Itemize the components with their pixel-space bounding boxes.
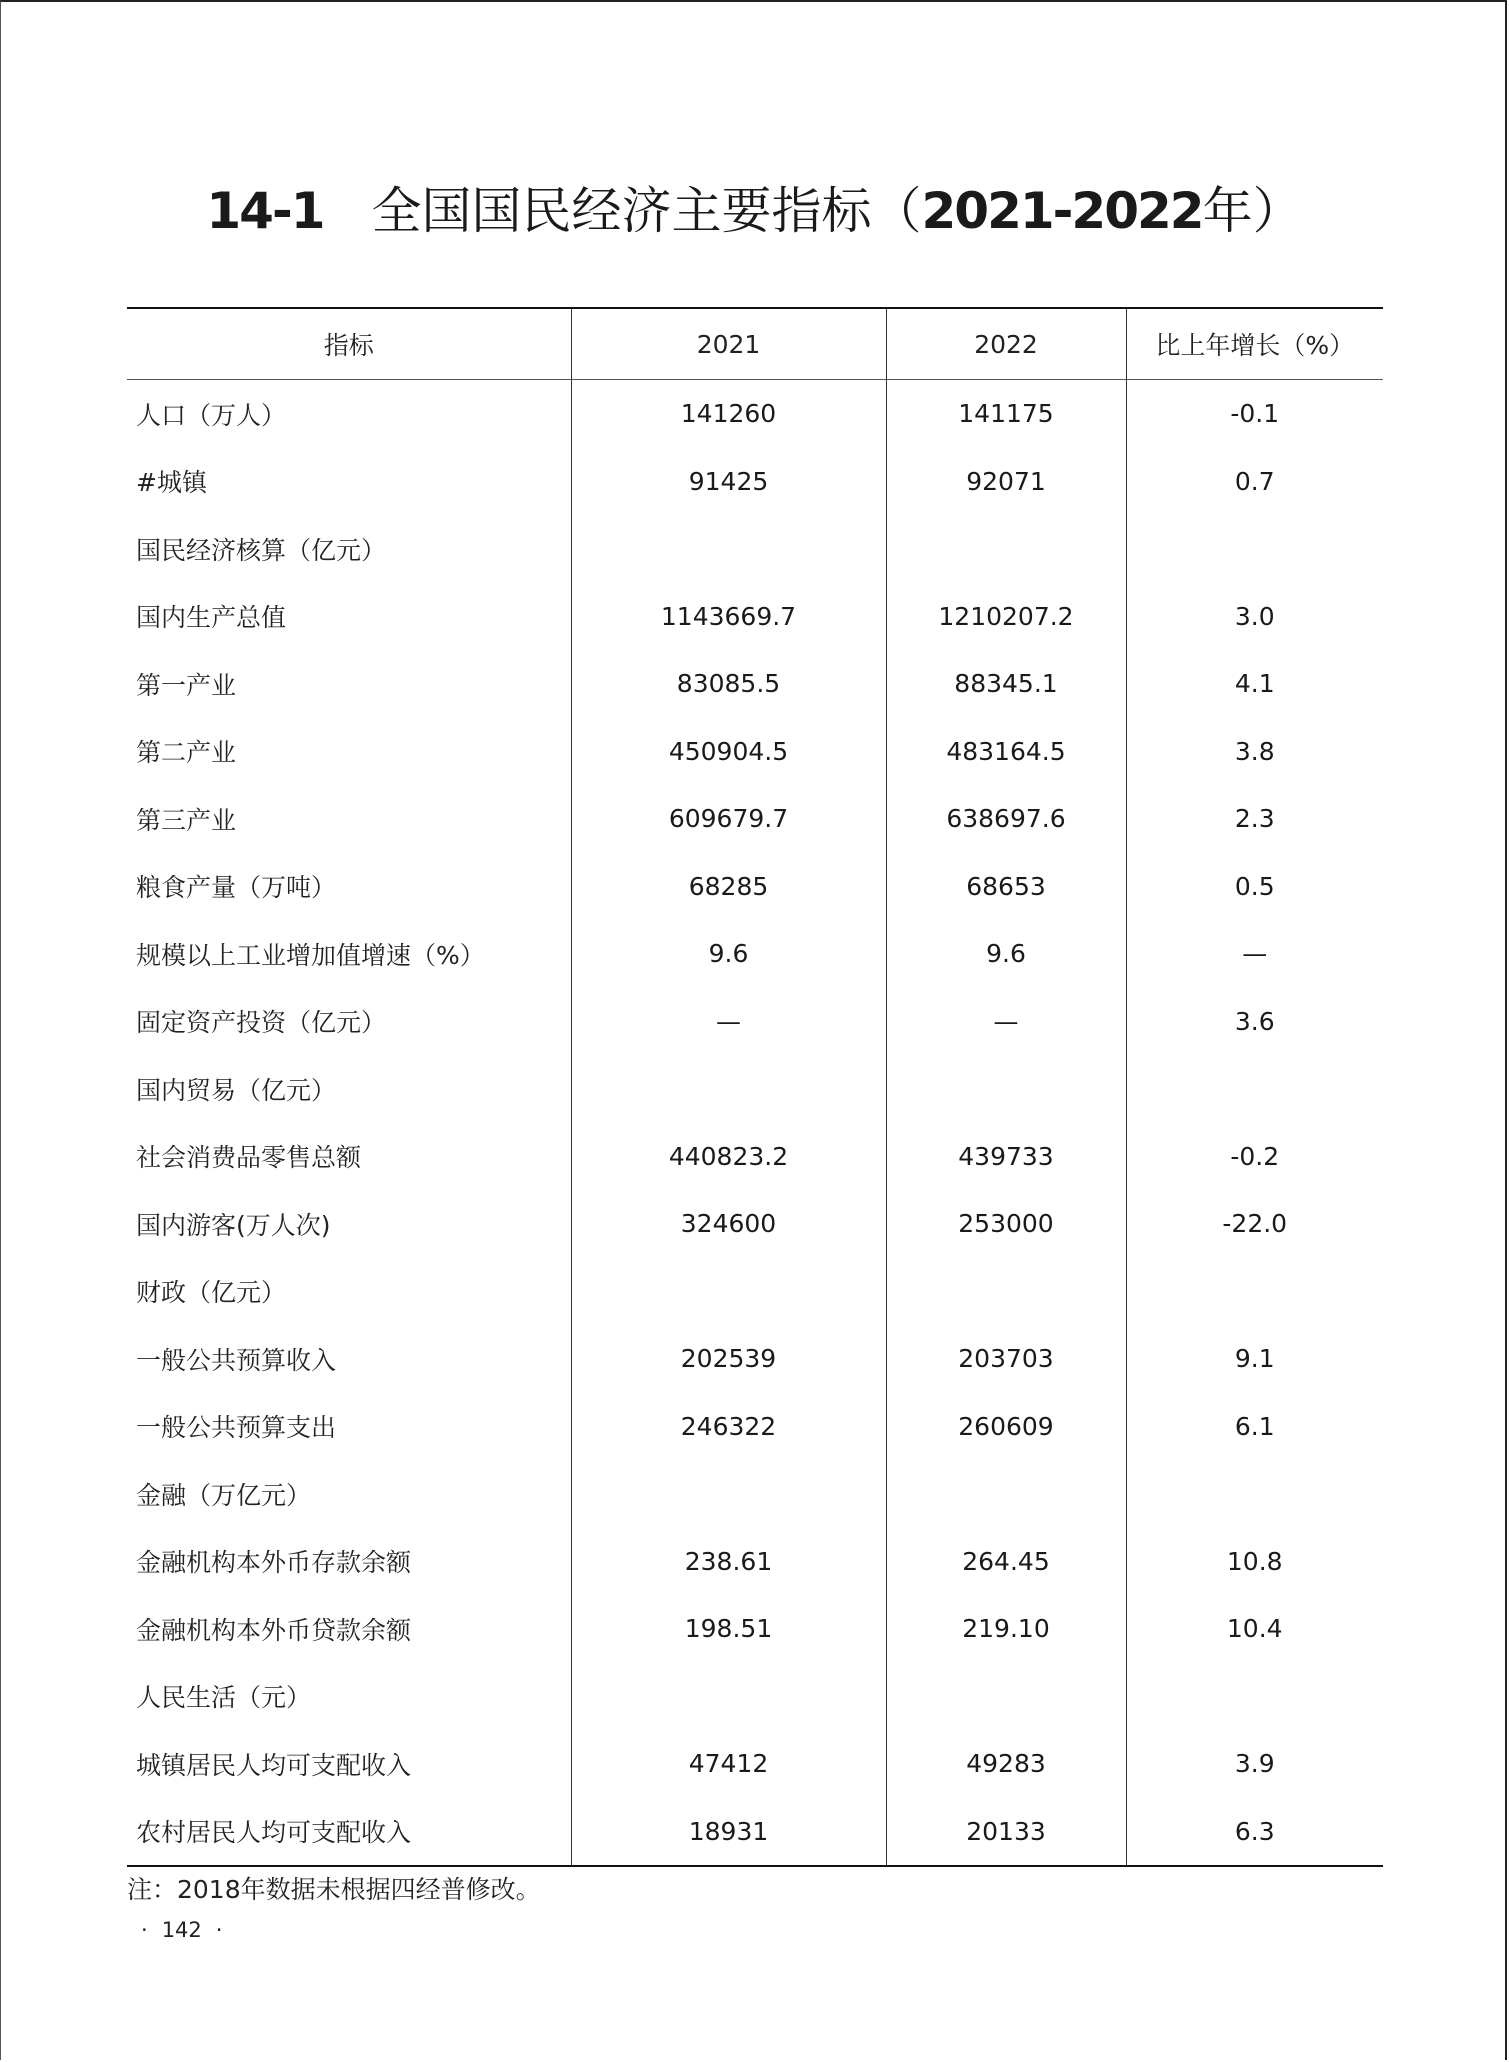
value-2022-cell: 483164.5 [886, 718, 1126, 786]
header-2022: 2022 [886, 308, 1126, 380]
table-row [127, 1730, 1383, 1798]
value-2021-cell: 440823.2 [571, 1123, 886, 1191]
value-2021-cell: 141260 [571, 380, 886, 448]
growth-cell: 6.1 [1126, 1393, 1383, 1461]
value-2022-cell: 20133 [886, 1798, 1126, 1867]
growth-cell: 3.9 [1126, 1730, 1383, 1798]
page-number-value: 142 [161, 1918, 202, 1942]
value-2021-cell [571, 1258, 886, 1326]
value-2021-cell: — [571, 988, 886, 1056]
value-2021-cell: 246322 [571, 1393, 886, 1461]
value-2022-cell [886, 1663, 1126, 1731]
value-2022-cell [886, 1258, 1126, 1326]
value-2022-cell: 92071 [886, 448, 1126, 516]
growth-cell: -22.0 [1126, 1190, 1383, 1258]
growth-cell: 10.4 [1126, 1595, 1383, 1663]
value-2022-cell: 88345.1 [886, 650, 1126, 718]
value-2021-cell: 324600 [571, 1190, 886, 1258]
growth-cell: 0.5 [1126, 853, 1383, 921]
table-row [127, 650, 1383, 718]
page-title [0, 178, 1509, 244]
indicator-cell: 农村居民人均可支配收入 [136, 1818, 412, 1848]
page-number [127, 1918, 236, 1942]
value-2021-cell: 68285 [571, 853, 886, 921]
value-2022-cell [886, 1460, 1126, 1528]
table-row [127, 1595, 1383, 1663]
growth-cell: 9.1 [1126, 1325, 1383, 1393]
growth-cell: 4.1 [1126, 650, 1383, 718]
table-row [127, 1663, 1383, 1731]
indicator-cell: 人民生活（元） [136, 1683, 312, 1713]
value-2021-cell: 609679.7 [571, 785, 886, 853]
table-row [127, 1393, 1383, 1461]
growth-cell: 6.3 [1126, 1798, 1383, 1867]
table-row [127, 380, 1383, 448]
growth-cell: 3.0 [1126, 583, 1383, 651]
value-2021-cell: 9.6 [571, 920, 886, 988]
indicator-cell: 金融机构本外币贷款余额 [136, 1615, 412, 1645]
value-2022-cell: 638697.6 [886, 785, 1126, 853]
indicator-cell: 第一产业 [136, 670, 237, 700]
indicator-cell: 第二产业 [136, 738, 237, 768]
indicator-cell: 一般公共预算支出 [136, 1413, 337, 1443]
indicator-cell: 国内游客(万人次) [136, 1210, 331, 1240]
value-2021-cell: 202539 [571, 1325, 886, 1393]
value-2021-cell [571, 515, 886, 583]
value-2021-cell [571, 1663, 886, 1731]
table-number: 14-1 [206, 182, 324, 240]
growth-cell [1126, 515, 1383, 583]
table-header-row [127, 308, 1383, 380]
indicator-cell: 人口（万人） [136, 400, 287, 430]
growth-cell: 0.7 [1126, 448, 1383, 516]
indicator-cell: 规模以上工业增加值增速（%） [136, 940, 485, 970]
table-row [127, 1190, 1383, 1258]
value-2021-cell: 1143669.7 [571, 583, 886, 651]
growth-cell: -0.1 [1126, 380, 1383, 448]
value-2022-cell: 68653 [886, 853, 1126, 921]
indicator-cell: 城镇居民人均可支配收入 [136, 1750, 412, 1780]
title-text: 全国国民经济主要指标（ [371, 182, 922, 240]
growth-cell [1126, 1663, 1383, 1731]
indicator-cell: 金融（万亿元） [136, 1480, 312, 1510]
indicator-cell: 固定资产投资（亿元） [136, 1008, 387, 1038]
indicator-cell: 金融机构本外币存款余额 [136, 1548, 412, 1578]
value-2022-cell: 253000 [886, 1190, 1126, 1258]
value-2022-cell: 264.45 [886, 1528, 1126, 1596]
title-suffix: 年） [1202, 182, 1303, 240]
header-indicator: 指标 [323, 331, 374, 360]
table-row [127, 1528, 1383, 1596]
value-2021-cell: 47412 [571, 1730, 886, 1798]
value-2022-cell [886, 1055, 1126, 1123]
indicator-cell: 一般公共预算收入 [136, 1345, 337, 1375]
table-row [127, 718, 1383, 786]
table-row [127, 1055, 1383, 1123]
value-2021-cell [571, 1055, 886, 1123]
growth-cell: 2.3 [1126, 785, 1383, 853]
page-dot-right: · [215, 1918, 223, 1942]
value-2022-cell: 49283 [886, 1730, 1126, 1798]
growth-cell [1126, 1460, 1383, 1528]
value-2022-cell: 9.6 [886, 920, 1126, 988]
value-2021-cell: 18931 [571, 1798, 886, 1867]
indicators-table [127, 307, 1383, 1867]
value-2022-cell: 260609 [886, 1393, 1126, 1461]
value-2022-cell: 1210207.2 [886, 583, 1126, 651]
growth-cell [1126, 1258, 1383, 1326]
table-row [127, 853, 1383, 921]
growth-cell: 10.8 [1126, 1528, 1383, 1596]
table-row [127, 515, 1383, 583]
table-row [127, 1798, 1383, 1867]
indicator-cell: 第三产业 [136, 805, 237, 835]
value-2021-cell: 450904.5 [571, 718, 886, 786]
value-2022-cell: 439733 [886, 1123, 1126, 1191]
indicator-cell: 粮食产量（万吨） [136, 873, 337, 903]
value-2022-cell: — [886, 988, 1126, 1056]
value-2021-cell: 198.51 [571, 1595, 886, 1663]
indicator-cell: #城镇 [136, 468, 207, 498]
table-row [127, 448, 1383, 516]
table-row [127, 785, 1383, 853]
table-row [127, 920, 1383, 988]
value-2022-cell: 203703 [886, 1325, 1126, 1393]
table-row [127, 583, 1383, 651]
value-2022-cell: 141175 [886, 380, 1126, 448]
value-2021-cell: 238.61 [571, 1528, 886, 1596]
value-2021-cell: 91425 [571, 448, 886, 516]
table-row [127, 1325, 1383, 1393]
header-growth: 比上年增长（%） [1126, 308, 1383, 380]
growth-cell: — [1126, 920, 1383, 988]
growth-cell [1126, 1055, 1383, 1123]
indicator-cell: 国内生产总值 [136, 603, 287, 633]
value-2021-cell [571, 1460, 886, 1528]
growth-cell: 3.6 [1126, 988, 1383, 1056]
indicator-cell: 国民经济核算（亿元） [136, 535, 387, 565]
page-dot-left: · [141, 1918, 148, 1942]
table-row [127, 988, 1383, 1056]
table-row [127, 1123, 1383, 1191]
growth-cell: -0.2 [1126, 1123, 1383, 1191]
indicator-cell: 财政（亿元） [136, 1278, 287, 1308]
indicator-cell: 国内贸易（亿元） [136, 1075, 337, 1105]
growth-cell: 3.8 [1126, 718, 1383, 786]
footnote: 注：2018年数据未根据四经普修改。 [127, 1875, 541, 1904]
value-2022-cell: 219.10 [886, 1595, 1126, 1663]
value-2021-cell: 83085.5 [571, 650, 886, 718]
title-years: 2021-2022 [921, 182, 1203, 240]
indicator-cell: 社会消费品零售总额 [136, 1143, 362, 1173]
value-2022-cell [886, 515, 1126, 583]
header-2021: 2021 [571, 308, 886, 380]
table-row [127, 1460, 1383, 1528]
table-row [127, 1258, 1383, 1326]
